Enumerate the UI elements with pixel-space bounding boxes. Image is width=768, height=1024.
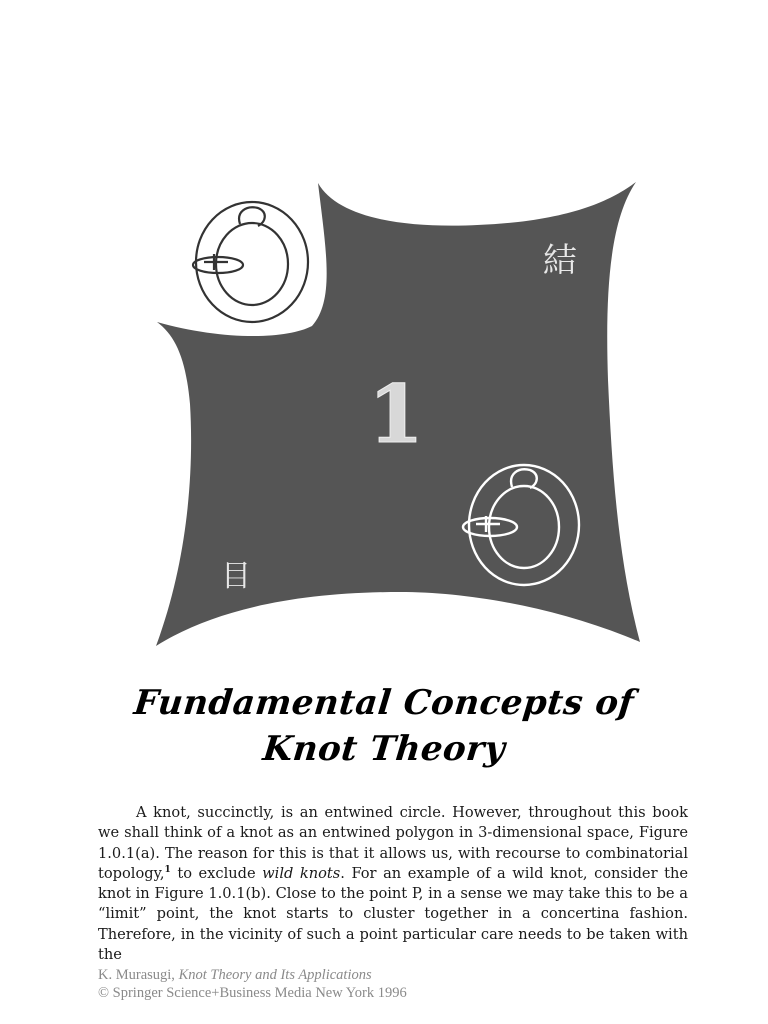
knot-diagram-top [193, 202, 308, 322]
page-footer [98, 966, 658, 1002]
copyright-line: © Springer Science+Business Media New York 1996 [98, 985, 407, 1001]
body-paragraph [98, 803, 688, 965]
chapter-title [0, 680, 768, 772]
paragraph-part-1: A knot, succinctly, is an entwined circle. However, throughout this book we shall think of a knot as an entwined polygon in 3-dimensional space, Figure 1.0.1(a). The reason for this is that it allows us, with recourse to combinatorial topology, [98, 804, 688, 882]
chapter-title-line1: Fundamental Concepts of [132, 683, 636, 723]
kanji-bottom: 目 [221, 559, 251, 594]
wild-knots-term: wild knots [262, 864, 341, 882]
chapter-number: 1 [368, 367, 424, 461]
paragraph-part-3: . For an example of a wild knot, consider the knot in Figure 1.0.1(b). Close to the point P, in a sense we may take this to be a “limit” point, the knot starts to cluster together in a concertina fashion. Therefore, in the vicinity of such a point particular care needs to be taken with the [98, 864, 688, 964]
chapter-title-line2: Knot Theory [260, 729, 508, 769]
author-name: K. Murasugi, [98, 967, 179, 983]
kanji-top: 結 [543, 241, 577, 281]
book-title: Knot Theory and Its Applications [178, 967, 372, 983]
footnote-mark[interactable]: 1 [164, 864, 171, 875]
paragraph-part-2: to exclude [170, 864, 263, 882]
citation-line [98, 966, 658, 984]
